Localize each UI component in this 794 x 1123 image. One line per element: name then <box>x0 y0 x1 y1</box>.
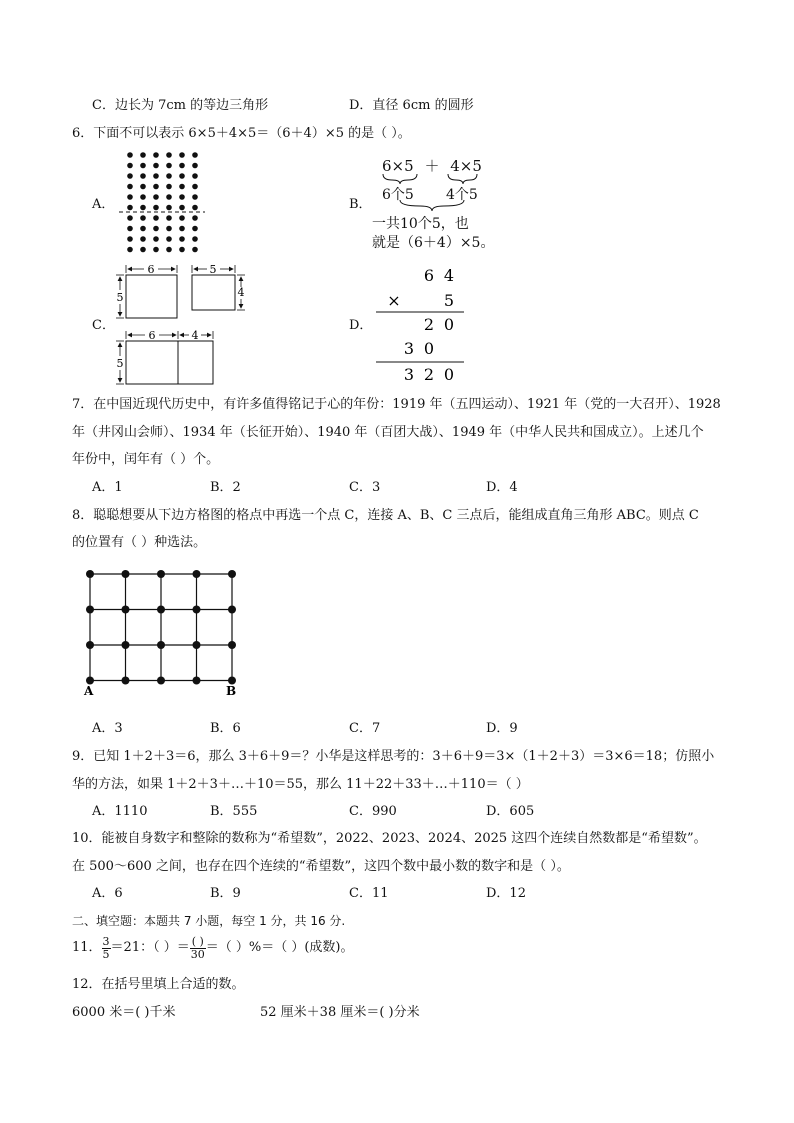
svg-text:3: 3 <box>403 365 415 384</box>
q11-part1: ＝21：（ ）＝ <box>110 940 190 955</box>
q6-b-expr-left: 6×5 <box>382 157 414 175</box>
q7-line3: 年份中，闰年有（ ）个。 <box>72 452 220 467</box>
q5-option-c: C．边长为 7cm 的等边三角形 <box>92 98 269 113</box>
svg-text:0: 0 <box>443 315 455 334</box>
q6-c-h3: 5 <box>116 357 124 370</box>
q6-b-expr-right: 4×5 <box>450 157 482 175</box>
q8-option-b: B．6 <box>210 721 241 736</box>
q6-b-sub-right: 4个5 <box>446 187 478 203</box>
q9-option-a: A．1110 <box>92 804 148 819</box>
q7-option-a: A．1 <box>92 480 123 495</box>
point-b-label: B <box>226 684 237 698</box>
svg-text:3: 3 <box>403 339 415 358</box>
q8-line2: 的位置有（ ）种选法。 <box>72 535 207 550</box>
q9-line1: 9．已知 1＋2＋3＝6，那么 3＋6＋9＝？小华是这样思考的：3＋6＋9＝3×（1＋2＋3）＝3×6＝18；仿照小 <box>72 749 715 764</box>
q8-grid-figure <box>80 566 245 700</box>
q6-label-c: C． <box>92 318 115 333</box>
q6-c-h2: 4 <box>237 286 245 299</box>
q12-stem: 12．在括号里填上合适的数。 <box>72 977 245 992</box>
q7-line1: 7．在中国近现代历史中，有许多值得铭记于心的年份：1919 年（五四运动）、1921 年（党的一大召开）、1928 <box>72 397 721 412</box>
svg-text:2: 2 <box>423 315 435 334</box>
q6-c-rectangles <box>112 262 252 387</box>
q6-a-dot-array <box>115 148 210 256</box>
q7-option-d: D．4 <box>486 480 518 495</box>
q9-option-b: B．555 <box>210 804 258 819</box>
q11-frac2-num: ( ) <box>191 934 204 948</box>
q11-frac2-den: 30 <box>190 947 205 961</box>
q6-b-line1: 一共10个5，也 <box>372 216 469 232</box>
q5-option-d: D．直径 6cm 的圆形 <box>349 98 474 113</box>
svg-text:5: 5 <box>443 291 455 310</box>
svg-text:0: 0 <box>423 339 435 358</box>
q6-d-vertical-multiplication <box>372 262 472 387</box>
q6-c-w1: 6 <box>147 263 155 276</box>
q7-line2: 年（井冈山会师）、1934 年（长征开始）、1940 年（百团大战）、1949 年（中华人民共和国成立）。上述几个 <box>72 425 704 440</box>
q9-option-d: D．605 <box>486 804 535 819</box>
q6-c-w4: 4 <box>191 329 199 342</box>
section2-heading: 二、填空题：本题共 7 小题，每空 1 分，共 16 分. <box>72 914 346 928</box>
q11-prefix: 11． <box>72 940 102 955</box>
q8-line1: 8．聪聪想要从下边方格图的格点中再选一个点 C，连接 A、B、C 三点后，能组成直角三角形 ABC。则点 C <box>72 508 699 523</box>
q11-fraction-2 <box>190 936 206 961</box>
svg-text:6: 6 <box>423 266 435 285</box>
q6-c-w3: 6 <box>148 329 156 342</box>
point-a-label: A <box>84 684 94 698</box>
q6-b-line2: 就是（6＋4）×5。 <box>372 235 495 251</box>
q11-frac-den: 5 <box>102 947 110 961</box>
q6-b-plus: ＋ <box>424 157 440 175</box>
q12-item1: 6000 米＝( )千米 <box>72 1005 176 1020</box>
svg-text:4: 4 <box>443 266 455 285</box>
q6-b-sub-left: 6个5 <box>382 187 414 203</box>
q10-line2: 在 500～600 之间，也存在四个连续的“希望数”，这四个数中最小数的数字和是（ ）。 <box>72 859 570 874</box>
q6-label-d: D． <box>349 318 373 333</box>
q7-option-c: C．3 <box>349 480 381 495</box>
q11-frac-num: 3 <box>102 934 110 948</box>
q6-c-h1: 5 <box>116 291 124 304</box>
q6-label-a: A． <box>92 197 115 212</box>
q9-line2: 华的方法，如果 1＋2＋3＋…＋10＝55，那么 11＋22＋33＋…＋110＝（ ） <box>72 777 529 792</box>
svg-text:0: 0 <box>443 365 455 384</box>
q6-stem: 6．下面不可以表示 6×5＋4×5＝（6＋4）×5 的是（ ）。 <box>72 126 411 141</box>
q11-line <box>72 932 354 964</box>
q6-label-b: B． <box>349 197 372 212</box>
q12-item2: 52 厘米＋38 厘米＝( )分米 <box>260 1005 420 1020</box>
q11-fraction <box>102 936 111 961</box>
q10-option-c: C．11 <box>349 886 389 901</box>
q8-option-a: A．3 <box>92 721 123 736</box>
q10-option-b: B．9 <box>210 886 241 901</box>
q11-part2: ＝（ ）%＝（ ）(成数)。 <box>205 940 354 955</box>
svg-text:2: 2 <box>423 365 435 384</box>
q10-option-a: A．6 <box>92 886 123 901</box>
q10-line1: 10．能被自身数字和整除的数称为“希望数”，2022、2023、2024、2025 这四个连续自然数都是“希望数”。 <box>72 831 707 846</box>
q6-c-w2: 5 <box>209 263 217 276</box>
q8-option-d: D．9 <box>486 721 518 736</box>
q10-option-d: D．12 <box>486 886 526 901</box>
svg-text:×: × <box>387 291 401 310</box>
q7-option-b: B．2 <box>210 480 241 495</box>
q8-option-c: C．7 <box>349 721 381 736</box>
q9-option-c: C．990 <box>349 804 397 819</box>
